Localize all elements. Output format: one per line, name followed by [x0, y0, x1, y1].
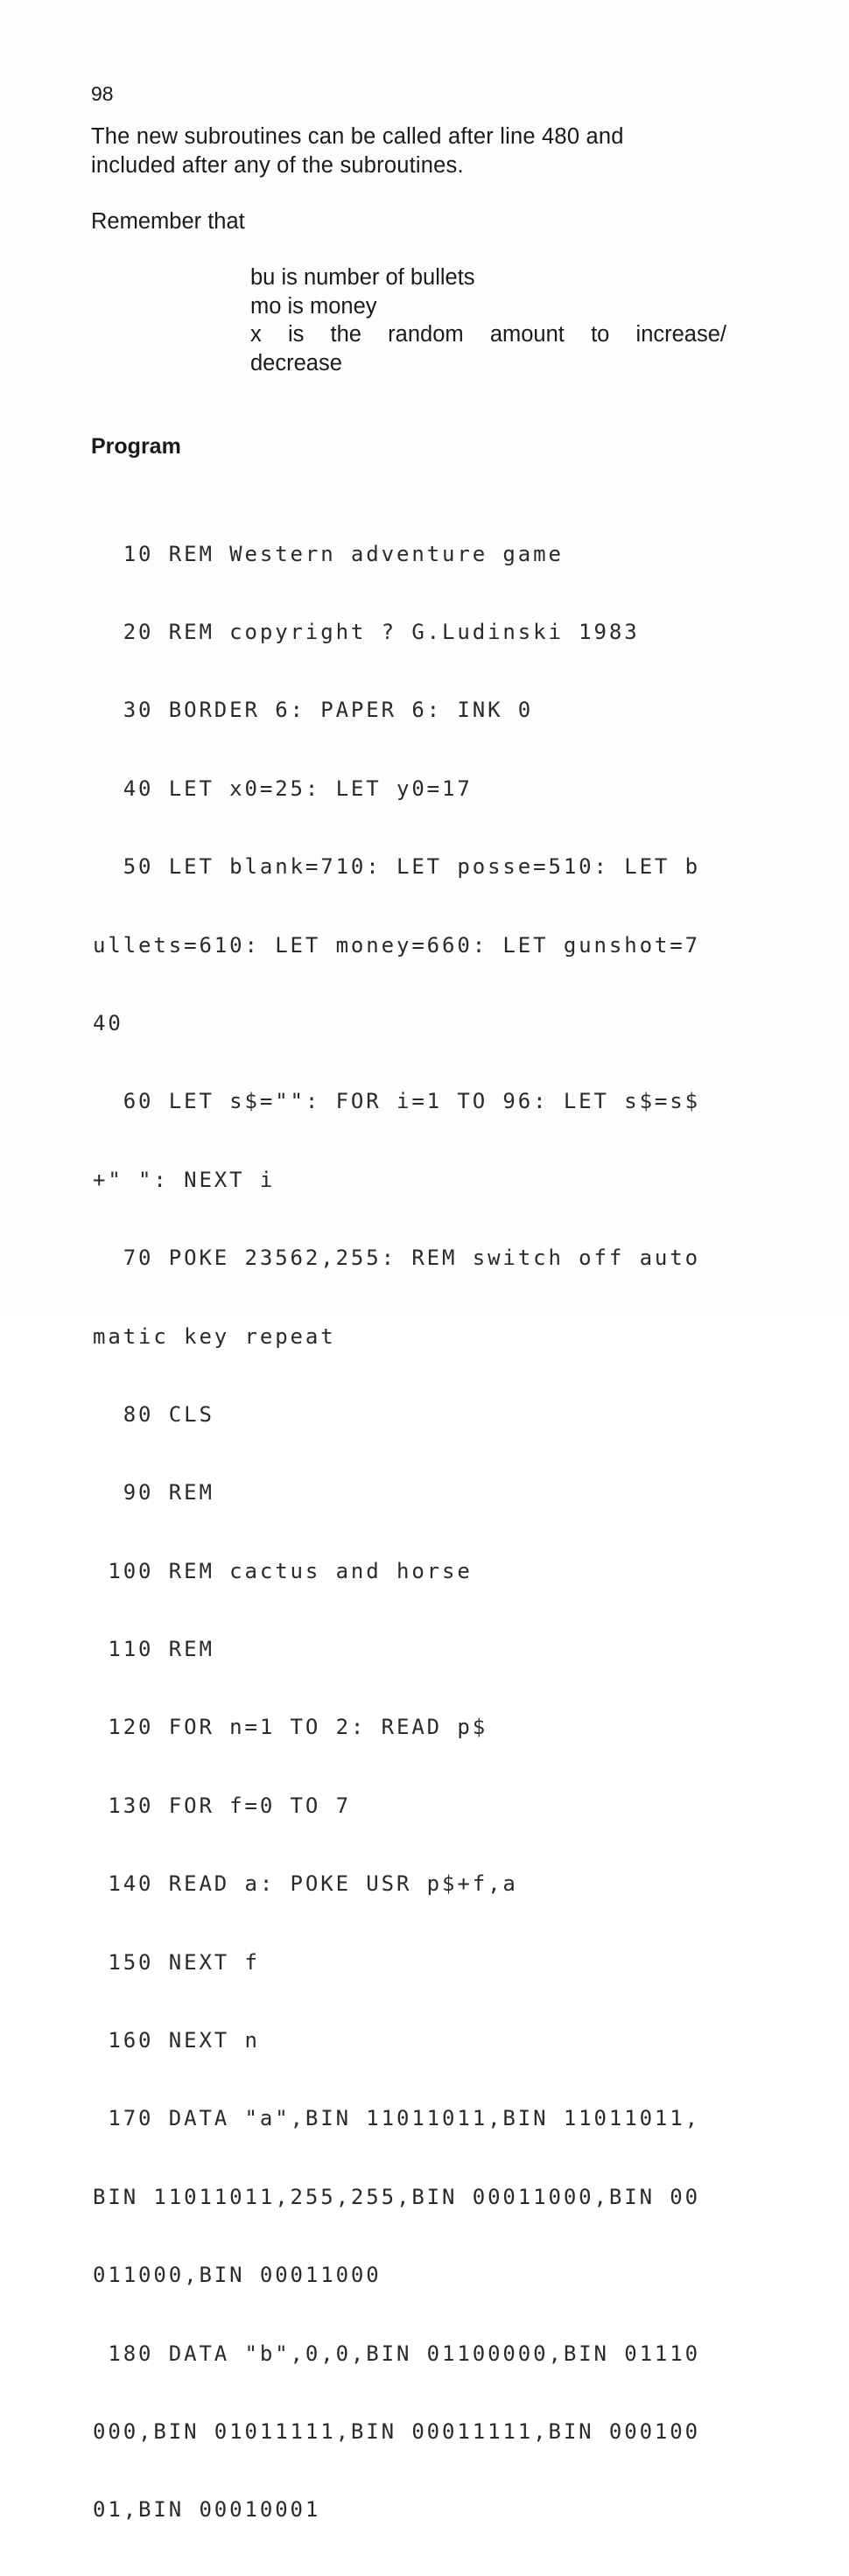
listing-line: 011000,BIN 00011000: [93, 2263, 382, 2288]
note-line: bu is number of bullets: [250, 265, 475, 290]
listing-line: 40 LET x0=25: LET y0=17: [93, 776, 473, 801]
page-number: 98: [91, 82, 114, 105]
listing-line: BIN 11011011,255,255,BIN 00011000,BIN 00: [93, 2184, 700, 2209]
listing-line: 70 POKE 23562,255: REM switch off auto: [93, 1246, 700, 1271]
listing-line: 160 NEXT n: [93, 2028, 260, 2053]
listing-line: 130 FOR f=0 TO 7: [93, 1793, 351, 1818]
listing-line: 120 FOR n=1 TO 2: READ p$: [93, 1715, 488, 1740]
listing-line: matic key repeat: [93, 1323, 336, 1349]
listing-line: 180 DATA "b",0,0,BIN 01100000,BIN 01110: [93, 2341, 700, 2366]
note-line: x is the random amount to increase/: [250, 322, 726, 347]
intro-line: included after any of the subroutines.: [91, 153, 464, 178]
remember-paragraph: Remember that: [91, 209, 245, 234]
listing-line: 40: [93, 1010, 123, 1035]
listing-line: 80 CLS: [93, 1401, 214, 1427]
section-heading: Program: [91, 434, 181, 459]
listing-line: 10 REM Western adventure game: [93, 541, 564, 566]
listing-line: 90 REM: [93, 1480, 214, 1506]
listing-line: 20 REM copyright ? G.Ludinski 1983: [93, 619, 640, 644]
note-line: decrease: [250, 350, 342, 376]
listing-line: 150 NEXT f: [93, 1949, 260, 1975]
listing-line: ullets=610: LET money=660: LET gunshot=7: [93, 932, 700, 958]
intro-paragraph: [91, 123, 730, 180]
listing-line: +" ": NEXT i: [93, 1167, 276, 1192]
listing-line: 100 REM cactus and horse: [93, 1558, 473, 1583]
variable-notes: [250, 263, 726, 377]
listing-line: 000,BIN 01011111,BIN 00011111,BIN 000100: [93, 2418, 700, 2444]
listing-line: 170 DATA "a",BIN 11011011,BIN 11011011,: [93, 2106, 700, 2131]
listing-line: 30 BORDER 6: PAPER 6: INK 0: [93, 698, 534, 723]
program-listing: [93, 489, 732, 2576]
listing-line: 140 READ a: POKE USR p$+f,a: [93, 1871, 518, 1897]
listing-line: 01,BIN 00010001: [93, 2497, 321, 2523]
listing-line: 110 REM: [93, 1637, 214, 1662]
note-line: mo is money: [250, 293, 377, 319]
intro-line: The new subroutines can be called after line 480 and: [91, 124, 624, 149]
listing-line: 50 LET blank=710: LET posse=510: LET b: [93, 854, 700, 880]
listing-line: 60 LET s$="": FOR i=1 TO 96: LET s$=s$: [93, 1089, 700, 1114]
